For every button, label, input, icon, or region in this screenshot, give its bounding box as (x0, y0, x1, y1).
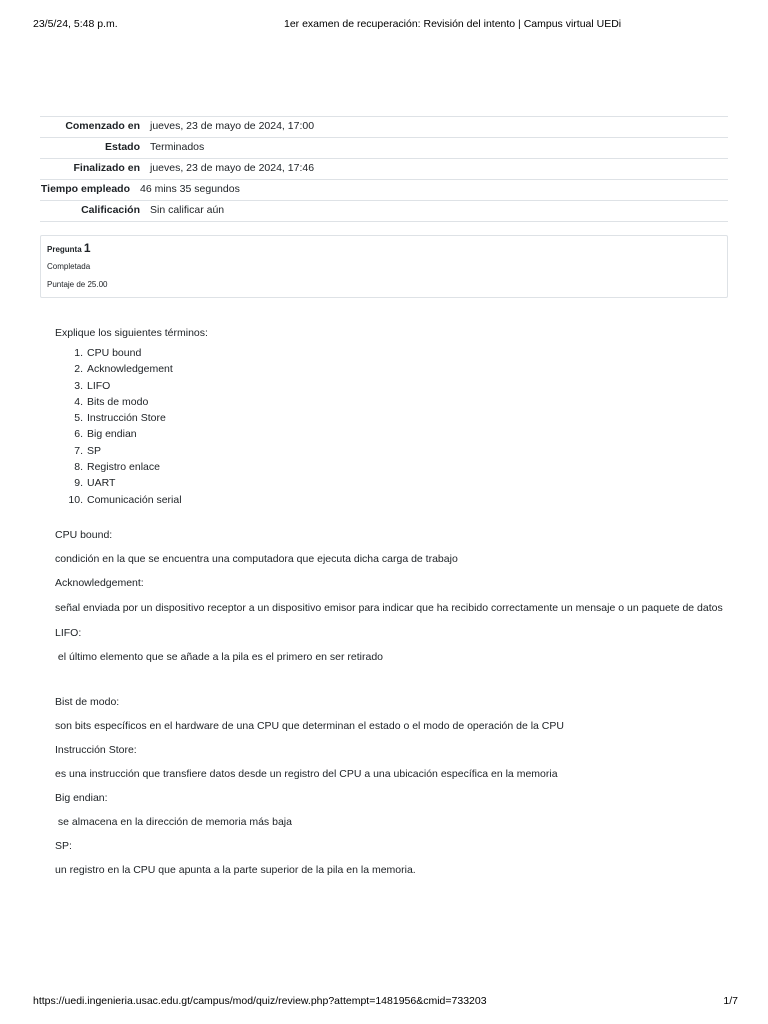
summary-label: Comenzado en (65, 120, 140, 132)
list-item (55, 459, 735, 475)
list-number: 3. (74, 379, 83, 392)
question-number (47, 241, 91, 255)
question-text: Explique los siguientes términos: (55, 327, 208, 339)
question-state: Completada (47, 262, 91, 271)
list-item (55, 361, 735, 377)
answer-heading: Bist de modo: (55, 696, 120, 708)
question-content (55, 327, 735, 508)
list-item (55, 443, 735, 459)
summary-row-finished (40, 158, 728, 179)
print-datetime: 23/5/24, 5:48 p.m. (33, 18, 118, 30)
summary-row-time-taken (40, 179, 728, 200)
answer-heading: Acknowledgement: (55, 577, 144, 589)
list-text: LIFO (87, 379, 111, 392)
list-text: Comunicación serial (87, 493, 182, 506)
answer-paragraph: condición en la que se encuentra una computadora que ejecuta dicha carga de trabajo (55, 553, 458, 565)
summary-value: Terminados (150, 141, 205, 153)
print-page-title: 1er examen de recuperación: Revisión del intento | Campus virtual UEDi (284, 18, 622, 30)
question-label: Pregunta (47, 245, 82, 254)
list-number: 9. (74, 477, 83, 490)
terms-list (55, 345, 735, 508)
answer-heading: Instrucción Store: (55, 744, 137, 756)
summary-row-grade (40, 200, 728, 222)
list-number: 5. (74, 412, 83, 425)
list-number: 4. (74, 395, 83, 408)
list-item (55, 410, 735, 426)
answer-paragraph: señal enviada por un dispositivo receptor a un dispositivo emisor para indicar que ha recibido correctamente un mensaje o un paquete de datos (55, 602, 723, 614)
list-item (55, 378, 735, 394)
list-number: 1. (74, 347, 83, 359)
list-text: Instrucción Store (87, 412, 166, 425)
list-text: CPU bound (87, 347, 142, 359)
list-text: Acknowledgement (87, 363, 173, 376)
summary-row-started (40, 116, 728, 137)
summary-value: jueves, 23 de mayo de 2024, 17:46 (150, 162, 315, 174)
list-text: Bits de modo (87, 395, 149, 408)
list-text: SP (87, 444, 102, 457)
summary-label: Tiempo empleado (40, 183, 130, 195)
list-item (55, 345, 735, 361)
list-number: 8. (74, 461, 83, 474)
summary-label: Finalizado en (73, 162, 140, 174)
question-grade: Puntaje de 25.00 (47, 280, 108, 289)
list-item (55, 492, 735, 508)
print-url: https://uedi.ingenieria.usac.edu.gt/campus/mod/quiz/review.php?attempt=1481956&cmid=733203 (33, 995, 487, 1007)
summary-value: 46 mins 35 segundos (140, 183, 240, 195)
list-number: 6. (74, 428, 83, 441)
answer-paragraph: un registro en la CPU que apunta a la parte superior de la pila en la memoria. (55, 864, 416, 876)
attempt-summary-table (40, 116, 728, 222)
list-text: Big endian (87, 428, 137, 441)
list-text: UART (87, 477, 116, 490)
answer-paragraph: el último elemento que se añade a la pila es el primero en ser retirado (55, 651, 384, 663)
answer-paragraph: se almacena en la dirección de memoria más baja (55, 816, 292, 828)
summary-row-state (40, 137, 728, 158)
question-info-box (40, 235, 728, 298)
list-item (55, 426, 735, 442)
question-number-value: 1 (83, 241, 91, 255)
answer-heading: CPU bound: (55, 529, 113, 541)
list-item (55, 394, 735, 410)
list-number: 2. (74, 363, 83, 376)
list-number: 7. (74, 444, 83, 457)
answer-heading: SP: (55, 840, 72, 852)
answer-heading: LIFO: (55, 627, 82, 639)
list-text: Registro enlace (87, 461, 160, 474)
list-item (55, 475, 735, 491)
summary-label: Estado (104, 141, 140, 153)
answer-paragraph: son bits específicos en el hardware de una CPU que determinan el estado o el modo de operación de la CPU (55, 720, 564, 732)
answer-paragraph: es una instrucción que transfiere datos desde un registro del CPU a una ubicación específica en la memoria (55, 768, 558, 780)
list-number: 10. (68, 493, 83, 506)
answer-heading: Big endian: (55, 792, 108, 804)
summary-label: Calificación (81, 204, 140, 216)
print-page-number: 1/7 (723, 995, 738, 1007)
summary-value: jueves, 23 de mayo de 2024, 17:00 (150, 120, 315, 132)
summary-value: Sin calificar aún (150, 204, 225, 216)
answer-text (55, 528, 735, 887)
